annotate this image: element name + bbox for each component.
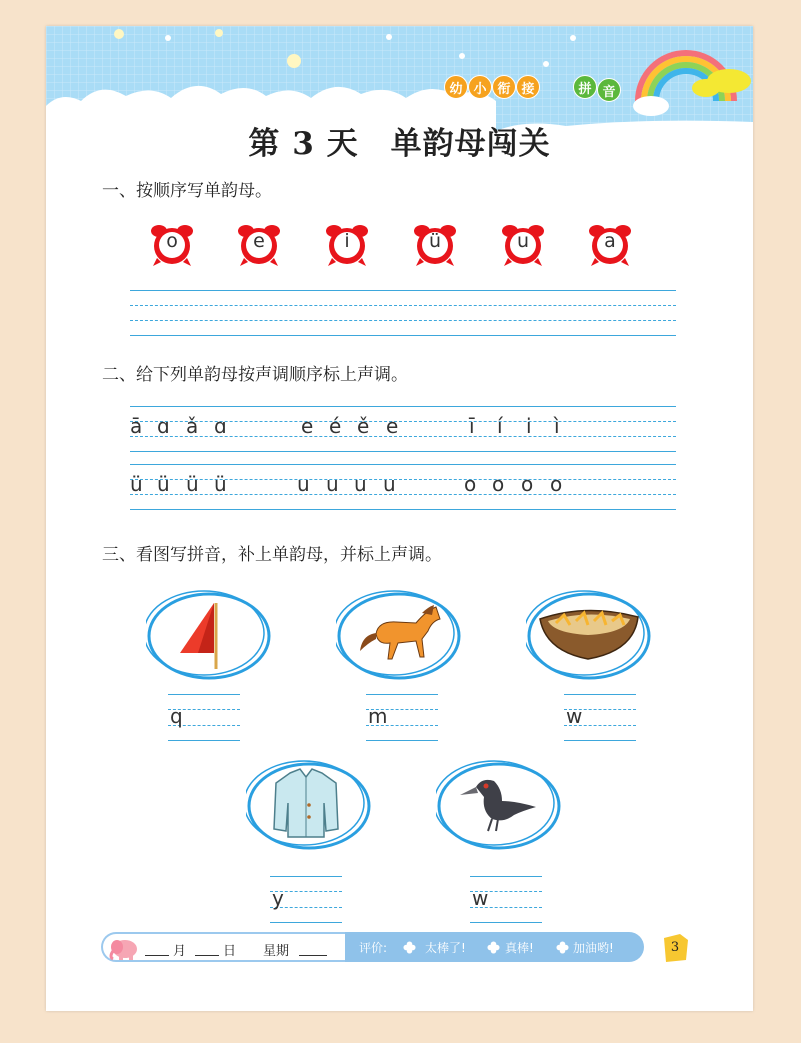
rating-option-2[interactable]: 真棒! (505, 941, 534, 955)
flower-icon[interactable] (556, 941, 569, 954)
rating-label: 评价: (359, 941, 388, 955)
header-badge-1: 幼 (444, 75, 468, 99)
tone-letter: ü (157, 472, 170, 496)
writing-line-dashed (130, 494, 676, 495)
page-number-tag (660, 932, 690, 964)
rating-section (345, 932, 644, 962)
answer-line (470, 922, 542, 923)
red-flag-icon (146, 589, 272, 681)
tone-letter: u (326, 472, 339, 496)
rating-option-3[interactable]: 加油哟! (573, 941, 614, 955)
vowel-letter: u (516, 230, 530, 252)
weekday-blank[interactable] (299, 955, 327, 956)
section3-title: 三、看图写拼音，补上单韵母，并标上声调。 (102, 545, 442, 565)
tone-letter: u (297, 472, 310, 496)
month-blank[interactable] (145, 955, 169, 956)
writing-line (130, 451, 676, 452)
tone-letter: o (464, 472, 477, 496)
header-badge-4: 接 (516, 75, 540, 99)
writing-line (130, 290, 676, 291)
vowel-letter: a (604, 230, 616, 252)
vowel-letter: e (253, 230, 265, 252)
tone-letter: ɑ (214, 414, 227, 438)
answer-line (270, 922, 342, 923)
answer-line (168, 740, 240, 741)
tone-letter: ǎ (186, 414, 199, 438)
section1-title: 一、按顺序写单韵母。 (102, 181, 272, 201)
vowel-clock-a (586, 222, 634, 270)
tone-letter: o (492, 472, 505, 496)
initial-y: y (272, 886, 284, 910)
vowel-clock-i (323, 222, 371, 270)
answer-line (470, 876, 542, 877)
initial-q: q (170, 704, 183, 728)
tone-letter: ā (130, 414, 143, 438)
header-badge-2: 小 (468, 75, 492, 99)
initial-w-2: w (472, 886, 489, 910)
tone-letter: ü (214, 472, 227, 496)
answer-line (564, 694, 636, 695)
rating-option-1[interactable]: 太棒了! (425, 941, 466, 955)
tone-letter: é (329, 414, 342, 438)
vowel-clock-u-umlaut (411, 222, 459, 270)
tone-letter: ɑ (157, 414, 170, 438)
header-badge-5: 拼 (573, 75, 597, 99)
writing-line (130, 464, 676, 465)
tone-letter: e (301, 414, 314, 438)
tone-letter: ī (469, 414, 475, 438)
answer-line (366, 694, 438, 695)
jacket-icon (246, 759, 372, 851)
page-title: 第 3 天 单韵母闯关 (248, 126, 551, 162)
page-number: 3 (670, 940, 680, 955)
writing-line-dashed (130, 436, 676, 437)
day-label: 日 (223, 944, 237, 959)
answer-line (564, 740, 636, 741)
initial-m: m (368, 704, 388, 728)
vowel-clock-e (235, 222, 283, 270)
picture-oval-nest (526, 589, 650, 679)
writing-line-dashed (130, 421, 676, 422)
writing-line (130, 509, 676, 510)
picture-oval-flag (146, 589, 270, 679)
elephant-icon (107, 935, 141, 961)
writing-line-dashed (130, 320, 676, 321)
vowel-clock-u (499, 222, 547, 270)
picture-oval-jacket (246, 759, 370, 849)
writing-line (130, 406, 676, 407)
writing-line-dashed (130, 479, 676, 480)
picture-oval-crow (436, 759, 560, 849)
header-badge-6: 音 (597, 78, 621, 102)
initial-w: w (566, 704, 583, 728)
section2-title: 二、给下列单韵母按声调顺序标上声调。 (102, 365, 408, 385)
tone-letter: i (526, 414, 532, 438)
tone-letter: o (521, 472, 534, 496)
nest-icon (526, 589, 652, 681)
tone-letter: ě (357, 414, 370, 438)
flower-icon[interactable] (487, 941, 500, 954)
picture-oval-horse (336, 589, 460, 679)
tone-letter: ü (130, 472, 143, 496)
tone-letter: u (354, 472, 367, 496)
writing-line-dashed (130, 305, 676, 306)
vowel-letter: i (344, 230, 350, 252)
tone-letter: o (550, 472, 563, 496)
writing-line (130, 335, 676, 336)
answer-line (168, 694, 240, 695)
day-blank[interactable] (195, 955, 219, 956)
vowel-letter: ü (428, 230, 442, 252)
tone-letter: í (497, 414, 503, 438)
vowel-clock-o (148, 222, 196, 270)
horse-icon (336, 589, 462, 681)
vowel-letter: o (166, 230, 178, 252)
weekday-label: 星期 (263, 944, 290, 959)
worksheet-page (46, 26, 753, 1011)
tone-letter: u (383, 472, 396, 496)
month-label: 月 (173, 944, 187, 959)
tone-letter: e (386, 414, 399, 438)
header-badge-3: 衔 (492, 75, 516, 99)
date-section (101, 932, 349, 962)
flower-icon[interactable] (403, 941, 416, 954)
tone-letter: ì (554, 414, 560, 438)
tone-letter: ü (186, 472, 199, 496)
answer-line (270, 876, 342, 877)
answer-line (366, 740, 438, 741)
footer-bar (101, 932, 644, 962)
crow-icon (436, 759, 562, 851)
